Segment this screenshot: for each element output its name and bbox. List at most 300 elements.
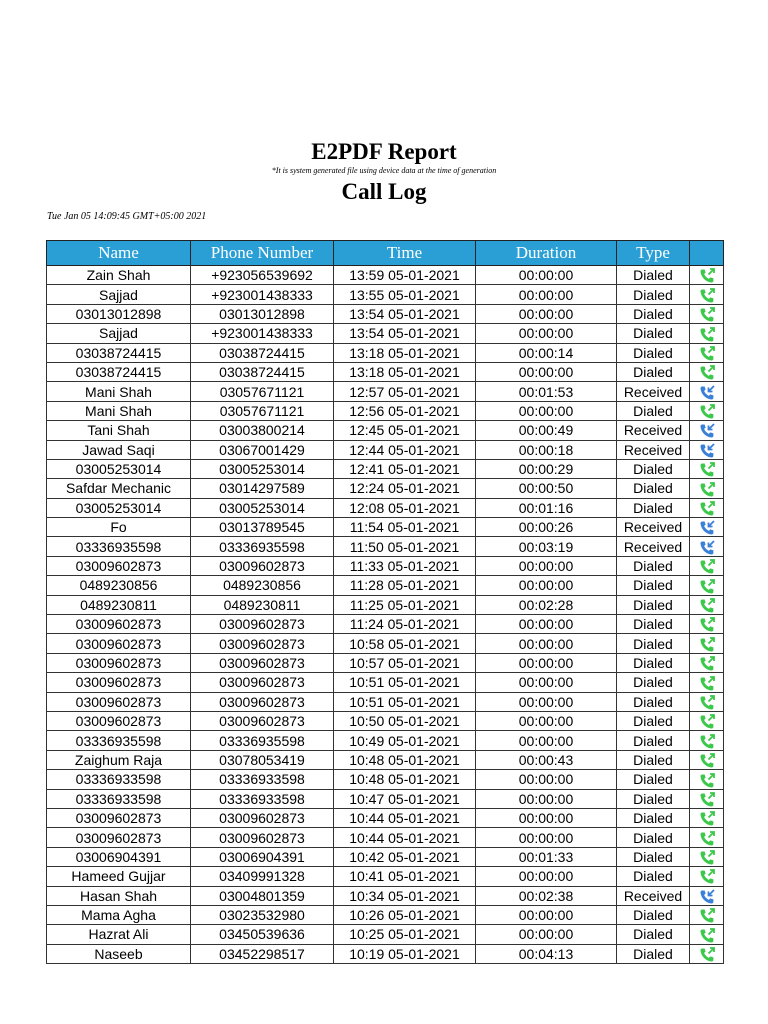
cell-duration: 00:00:00 bbox=[476, 266, 617, 285]
table-row bbox=[47, 653, 724, 672]
cell-type: Dialed bbox=[617, 944, 690, 963]
cell-type: Dialed bbox=[617, 692, 690, 711]
cell-call-icon bbox=[690, 518, 724, 537]
cell-time: 13:18 05-01-2021 bbox=[334, 343, 476, 362]
cell-call-icon bbox=[690, 556, 724, 575]
outgoing-call-icon bbox=[699, 307, 715, 323]
outgoing-call-icon bbox=[699, 850, 715, 866]
cell-call-icon bbox=[690, 731, 724, 750]
cell-name: 03006904391 bbox=[47, 847, 191, 866]
column-header-duration: Duration bbox=[476, 241, 617, 266]
cell-type: Dialed bbox=[617, 615, 690, 634]
table-row bbox=[47, 711, 724, 730]
outgoing-call-icon bbox=[699, 365, 715, 381]
outgoing-call-icon bbox=[699, 598, 715, 614]
cell-phone: 03009602873 bbox=[191, 692, 334, 711]
cell-name: Mani Shah bbox=[47, 401, 191, 420]
cell-duration: 00:00:00 bbox=[476, 867, 617, 886]
cell-name: 03009602873 bbox=[47, 808, 191, 827]
table-row bbox=[47, 867, 724, 886]
table-row bbox=[47, 905, 724, 924]
cell-name: 03336933598 bbox=[47, 770, 191, 789]
cell-phone: 03009602873 bbox=[191, 673, 334, 692]
cell-duration: 00:00:00 bbox=[476, 556, 617, 575]
cell-duration: 00:00:00 bbox=[476, 692, 617, 711]
cell-time: 10:50 05-01-2021 bbox=[334, 711, 476, 730]
cell-phone: 03038724415 bbox=[191, 362, 334, 381]
table-row bbox=[47, 731, 724, 750]
table-row bbox=[47, 324, 724, 343]
cell-time: 12:56 05-01-2021 bbox=[334, 401, 476, 420]
cell-phone: 03009602873 bbox=[191, 711, 334, 730]
table-row bbox=[47, 692, 724, 711]
cell-call-icon bbox=[690, 459, 724, 478]
cell-call-icon bbox=[690, 828, 724, 847]
call-log-body bbox=[47, 266, 724, 964]
cell-call-icon bbox=[690, 750, 724, 769]
cell-time: 13:54 05-01-2021 bbox=[334, 304, 476, 323]
cell-duration: 00:00:00 bbox=[476, 808, 617, 827]
cell-type: Dialed bbox=[617, 828, 690, 847]
cell-type: Dialed bbox=[617, 343, 690, 362]
cell-duration: 00:00:00 bbox=[476, 789, 617, 808]
cell-name: Jawad Saqi bbox=[47, 440, 191, 459]
cell-duration: 00:00:00 bbox=[476, 362, 617, 381]
cell-phone: 03009602873 bbox=[191, 556, 334, 575]
cell-phone: 0489230811 bbox=[191, 595, 334, 614]
cell-call-icon bbox=[690, 401, 724, 420]
cell-name: 03038724415 bbox=[47, 362, 191, 381]
cell-time: 10:49 05-01-2021 bbox=[334, 731, 476, 750]
cell-duration: 00:00:00 bbox=[476, 673, 617, 692]
table-row bbox=[47, 285, 724, 304]
cell-phone: 03057671121 bbox=[191, 382, 334, 401]
cell-phone: 03336933598 bbox=[191, 789, 334, 808]
cell-name: Safdar Mechanic bbox=[47, 479, 191, 498]
cell-phone: 03009602873 bbox=[191, 615, 334, 634]
cell-duration: 00:00:00 bbox=[476, 576, 617, 595]
outgoing-call-icon bbox=[699, 831, 715, 847]
cell-type: Dialed bbox=[617, 595, 690, 614]
table-row bbox=[47, 789, 724, 808]
cell-type: Dialed bbox=[617, 867, 690, 886]
cell-time: 12:44 05-01-2021 bbox=[334, 440, 476, 459]
cell-time: 11:33 05-01-2021 bbox=[334, 556, 476, 575]
cell-call-icon bbox=[690, 576, 724, 595]
cell-time: 10:44 05-01-2021 bbox=[334, 828, 476, 847]
cell-type: Dialed bbox=[617, 479, 690, 498]
cell-call-icon bbox=[690, 905, 724, 924]
column-header-type: Type bbox=[617, 241, 690, 266]
cell-call-icon bbox=[690, 421, 724, 440]
cell-name: 03009602873 bbox=[47, 692, 191, 711]
cell-duration: 00:01:33 bbox=[476, 847, 617, 866]
outgoing-call-icon bbox=[699, 404, 715, 420]
cell-call-icon bbox=[690, 440, 724, 459]
outgoing-call-icon bbox=[699, 773, 715, 789]
cell-type: Received bbox=[617, 886, 690, 905]
incoming-call-icon bbox=[699, 889, 715, 905]
cell-duration: 00:02:38 bbox=[476, 886, 617, 905]
outgoing-call-icon bbox=[699, 695, 715, 711]
cell-phone: 03005253014 bbox=[191, 459, 334, 478]
cell-duration: 00:00:00 bbox=[476, 925, 617, 944]
cell-name: Naseeb bbox=[47, 944, 191, 963]
cell-phone: 03057671121 bbox=[191, 401, 334, 420]
cell-call-icon bbox=[690, 479, 724, 498]
table-row bbox=[47, 498, 724, 517]
outgoing-call-icon bbox=[699, 811, 715, 827]
section-title: Call Log bbox=[341, 179, 427, 204]
cell-phone: 03078053419 bbox=[191, 750, 334, 769]
outgoing-call-icon bbox=[699, 714, 715, 730]
cell-type: Dialed bbox=[617, 285, 690, 304]
cell-call-icon bbox=[690, 886, 724, 905]
cell-phone: 03067001429 bbox=[191, 440, 334, 459]
cell-type: Dialed bbox=[617, 498, 690, 517]
cell-time: 11:28 05-01-2021 bbox=[334, 576, 476, 595]
cell-duration: 00:00:00 bbox=[476, 615, 617, 634]
table-row bbox=[47, 634, 724, 653]
cell-time: 13:59 05-01-2021 bbox=[334, 266, 476, 285]
incoming-call-icon bbox=[699, 385, 715, 401]
cell-phone: 03014297589 bbox=[191, 479, 334, 498]
cell-time: 10:58 05-01-2021 bbox=[334, 634, 476, 653]
cell-phone: 03009602873 bbox=[191, 653, 334, 672]
cell-duration: 00:00:00 bbox=[476, 324, 617, 343]
table-row bbox=[47, 421, 724, 440]
outgoing-call-icon bbox=[699, 617, 715, 633]
outgoing-call-icon bbox=[699, 579, 715, 595]
cell-duration: 00:00:00 bbox=[476, 653, 617, 672]
cell-name: 0489230856 bbox=[47, 576, 191, 595]
table-row bbox=[47, 615, 724, 634]
cell-type: Dialed bbox=[617, 770, 690, 789]
table-row bbox=[47, 847, 724, 866]
cell-phone: 03038724415 bbox=[191, 343, 334, 362]
cell-phone: 03336935598 bbox=[191, 537, 334, 556]
cell-duration: 00:00:00 bbox=[476, 770, 617, 789]
cell-phone: 03013012898 bbox=[191, 304, 334, 323]
cell-time: 10:44 05-01-2021 bbox=[334, 808, 476, 827]
cell-name: Mani Shah bbox=[47, 382, 191, 401]
table-row bbox=[47, 459, 724, 478]
cell-time: 10:57 05-01-2021 bbox=[334, 653, 476, 672]
cell-call-icon bbox=[690, 789, 724, 808]
cell-name: 03009602873 bbox=[47, 673, 191, 692]
cell-name: 03009602873 bbox=[47, 615, 191, 634]
outgoing-call-icon bbox=[699, 482, 715, 498]
cell-time: 10:42 05-01-2021 bbox=[334, 847, 476, 866]
table-row bbox=[47, 479, 724, 498]
cell-duration: 00:00:00 bbox=[476, 401, 617, 420]
cell-phone: 03004801359 bbox=[191, 886, 334, 905]
outgoing-call-icon bbox=[699, 656, 715, 672]
cell-call-icon bbox=[690, 285, 724, 304]
table-header-row bbox=[47, 241, 724, 266]
table-row bbox=[47, 266, 724, 285]
cell-call-icon bbox=[690, 867, 724, 886]
cell-type: Dialed bbox=[617, 731, 690, 750]
outgoing-call-icon bbox=[699, 327, 715, 343]
cell-type: Received bbox=[617, 537, 690, 556]
table-row bbox=[47, 673, 724, 692]
cell-type: Dialed bbox=[617, 324, 690, 343]
report-title: E2PDF Report bbox=[311, 139, 457, 164]
cell-duration: 00:00:26 bbox=[476, 518, 617, 537]
cell-phone: 03005253014 bbox=[191, 498, 334, 517]
table-row bbox=[47, 576, 724, 595]
cell-name: Zaighum Raja bbox=[47, 750, 191, 769]
cell-type: Received bbox=[617, 440, 690, 459]
cell-call-icon bbox=[690, 770, 724, 789]
outgoing-call-icon bbox=[699, 637, 715, 653]
cell-call-icon bbox=[690, 615, 724, 634]
cell-duration: 00:00:43 bbox=[476, 750, 617, 769]
cell-type: Dialed bbox=[617, 750, 690, 769]
table-row bbox=[47, 808, 724, 827]
cell-time: 10:26 05-01-2021 bbox=[334, 905, 476, 924]
call-log-table bbox=[46, 240, 724, 964]
outgoing-call-icon bbox=[699, 346, 715, 362]
cell-time: 12:08 05-01-2021 bbox=[334, 498, 476, 517]
cell-duration: 00:04:13 bbox=[476, 944, 617, 963]
cell-time: 11:50 05-01-2021 bbox=[334, 537, 476, 556]
outgoing-call-icon bbox=[699, 792, 715, 808]
cell-name: Hameed Gujjar bbox=[47, 867, 191, 886]
cell-time: 10:25 05-01-2021 bbox=[334, 925, 476, 944]
cell-time: 12:57 05-01-2021 bbox=[334, 382, 476, 401]
column-header-phone: Phone Number bbox=[191, 241, 334, 266]
cell-phone: 03336935598 bbox=[191, 731, 334, 750]
outgoing-call-icon bbox=[699, 676, 715, 692]
cell-time: 10:51 05-01-2021 bbox=[334, 692, 476, 711]
cell-type: Received bbox=[617, 518, 690, 537]
cell-name: Zain Shah bbox=[47, 266, 191, 285]
cell-phone: 03003800214 bbox=[191, 421, 334, 440]
outgoing-call-icon bbox=[699, 753, 715, 769]
cell-phone: +923001438333 bbox=[191, 324, 334, 343]
cell-duration: 00:01:16 bbox=[476, 498, 617, 517]
cell-time: 10:19 05-01-2021 bbox=[334, 944, 476, 963]
cell-duration: 00:00:00 bbox=[476, 731, 617, 750]
cell-call-icon bbox=[690, 324, 724, 343]
cell-phone: 03013789545 bbox=[191, 518, 334, 537]
cell-phone: 03009602873 bbox=[191, 808, 334, 827]
cell-call-icon bbox=[690, 634, 724, 653]
cell-duration: 00:00:29 bbox=[476, 459, 617, 478]
incoming-call-icon bbox=[699, 443, 715, 459]
cell-phone: 03006904391 bbox=[191, 847, 334, 866]
cell-type: Dialed bbox=[617, 556, 690, 575]
cell-name: 03013012898 bbox=[47, 304, 191, 323]
cell-name: Tani Shah bbox=[47, 421, 191, 440]
table-row bbox=[47, 537, 724, 556]
table-row bbox=[47, 556, 724, 575]
cell-name: 0489230811 bbox=[47, 595, 191, 614]
outgoing-call-icon bbox=[699, 869, 715, 885]
cell-call-icon bbox=[690, 537, 724, 556]
cell-time: 12:45 05-01-2021 bbox=[334, 421, 476, 440]
cell-name: 03009602873 bbox=[47, 634, 191, 653]
outgoing-call-icon bbox=[699, 268, 715, 284]
cell-call-icon bbox=[690, 498, 724, 517]
cell-name: Hasan Shah bbox=[47, 886, 191, 905]
cell-call-icon bbox=[690, 944, 724, 963]
table-row bbox=[47, 343, 724, 362]
cell-type: Dialed bbox=[617, 401, 690, 420]
cell-duration: 00:00:18 bbox=[476, 440, 617, 459]
table-row bbox=[47, 828, 724, 847]
cell-phone: 03409991328 bbox=[191, 867, 334, 886]
cell-time: 12:24 05-01-2021 bbox=[334, 479, 476, 498]
cell-call-icon bbox=[690, 343, 724, 362]
cell-duration: 00:00:00 bbox=[476, 634, 617, 653]
cell-phone: 03336933598 bbox=[191, 770, 334, 789]
column-header-icon bbox=[690, 241, 724, 266]
cell-duration: 00:00:14 bbox=[476, 343, 617, 362]
cell-name: 03005253014 bbox=[47, 498, 191, 517]
cell-type: Dialed bbox=[617, 459, 690, 478]
table-row bbox=[47, 770, 724, 789]
column-header-name: Name bbox=[47, 241, 191, 266]
table-row bbox=[47, 382, 724, 401]
outgoing-call-icon bbox=[699, 288, 715, 304]
cell-call-icon bbox=[690, 673, 724, 692]
cell-duration: 00:00:00 bbox=[476, 711, 617, 730]
cell-phone: +923056539692 bbox=[191, 266, 334, 285]
cell-time: 10:51 05-01-2021 bbox=[334, 673, 476, 692]
cell-phone: 03023532980 bbox=[191, 905, 334, 924]
cell-duration: 00:00:49 bbox=[476, 421, 617, 440]
cell-call-icon bbox=[690, 362, 724, 381]
cell-duration: 00:02:28 bbox=[476, 595, 617, 614]
cell-type: Dialed bbox=[617, 905, 690, 924]
cell-duration: 00:00:50 bbox=[476, 479, 617, 498]
cell-name: 03336935598 bbox=[47, 537, 191, 556]
cell-type: Dialed bbox=[617, 634, 690, 653]
cell-time: 10:48 05-01-2021 bbox=[334, 770, 476, 789]
cell-type: Dialed bbox=[617, 673, 690, 692]
cell-time: 11:24 05-01-2021 bbox=[334, 615, 476, 634]
outgoing-call-icon bbox=[699, 462, 715, 478]
cell-type: Dialed bbox=[617, 847, 690, 866]
cell-name: 03336933598 bbox=[47, 789, 191, 808]
cell-duration: 00:00:00 bbox=[476, 285, 617, 304]
cell-call-icon bbox=[690, 653, 724, 672]
outgoing-call-icon bbox=[699, 947, 715, 963]
cell-phone: 03452298517 bbox=[191, 944, 334, 963]
cell-name: Mama Agha bbox=[47, 905, 191, 924]
cell-call-icon bbox=[690, 808, 724, 827]
cell-type: Dialed bbox=[617, 711, 690, 730]
cell-name: Sajjad bbox=[47, 324, 191, 343]
incoming-call-icon bbox=[699, 520, 715, 536]
cell-name: 03038724415 bbox=[47, 343, 191, 362]
cell-time: 10:34 05-01-2021 bbox=[334, 886, 476, 905]
outgoing-call-icon bbox=[699, 501, 715, 517]
cell-name: Fo bbox=[47, 518, 191, 537]
cell-duration: 00:00:00 bbox=[476, 304, 617, 323]
table-row bbox=[47, 518, 724, 537]
table-row bbox=[47, 925, 724, 944]
cell-call-icon bbox=[690, 925, 724, 944]
table-row bbox=[47, 304, 724, 323]
cell-phone: +923001438333 bbox=[191, 285, 334, 304]
table-row bbox=[47, 440, 724, 459]
cell-phone: 03450539636 bbox=[191, 925, 334, 944]
cell-call-icon bbox=[690, 595, 724, 614]
cell-time: 10:47 05-01-2021 bbox=[334, 789, 476, 808]
cell-time: 13:18 05-01-2021 bbox=[334, 362, 476, 381]
outgoing-call-icon bbox=[699, 734, 715, 750]
outgoing-call-icon bbox=[699, 908, 715, 924]
cell-call-icon bbox=[690, 304, 724, 323]
cell-type: Received bbox=[617, 382, 690, 401]
column-header-time: Time bbox=[334, 241, 476, 266]
outgoing-call-icon bbox=[699, 559, 715, 575]
cell-phone: 03009602873 bbox=[191, 634, 334, 653]
generation-timestamp: Tue Jan 05 14:09:45 GMT+05:00 2021 bbox=[47, 211, 207, 222]
cell-name: 03336935598 bbox=[47, 731, 191, 750]
cell-type: Dialed bbox=[617, 808, 690, 827]
cell-type: Received bbox=[617, 421, 690, 440]
cell-type: Dialed bbox=[617, 576, 690, 595]
table-row bbox=[47, 944, 724, 963]
cell-phone: 03009602873 bbox=[191, 828, 334, 847]
cell-name: 03005253014 bbox=[47, 459, 191, 478]
cell-type: Dialed bbox=[617, 266, 690, 285]
cell-call-icon bbox=[690, 382, 724, 401]
cell-time: 12:41 05-01-2021 bbox=[334, 459, 476, 478]
cell-time: 11:54 05-01-2021 bbox=[334, 518, 476, 537]
cell-time: 10:41 05-01-2021 bbox=[334, 867, 476, 886]
cell-call-icon bbox=[690, 847, 724, 866]
cell-call-icon bbox=[690, 266, 724, 285]
outgoing-call-icon bbox=[699, 928, 715, 944]
cell-time: 13:54 05-01-2021 bbox=[334, 324, 476, 343]
cell-duration: 00:01:53 bbox=[476, 382, 617, 401]
cell-name: 03009602873 bbox=[47, 653, 191, 672]
incoming-call-icon bbox=[699, 540, 715, 556]
table-row bbox=[47, 750, 724, 769]
cell-phone: 0489230856 bbox=[191, 576, 334, 595]
cell-name: 03009602873 bbox=[47, 711, 191, 730]
cell-duration: 00:00:00 bbox=[476, 828, 617, 847]
cell-name: Sajjad bbox=[47, 285, 191, 304]
incoming-call-icon bbox=[699, 423, 715, 439]
cell-name: Hazrat Ali bbox=[47, 925, 191, 944]
cell-duration: 00:03:19 bbox=[476, 537, 617, 556]
cell-time: 13:55 05-01-2021 bbox=[334, 285, 476, 304]
cell-time: 11:25 05-01-2021 bbox=[334, 595, 476, 614]
table-row bbox=[47, 362, 724, 381]
cell-call-icon bbox=[690, 711, 724, 730]
cell-name: 03009602873 bbox=[47, 556, 191, 575]
cell-type: Dialed bbox=[617, 925, 690, 944]
cell-type: Dialed bbox=[617, 304, 690, 323]
table-row bbox=[47, 886, 724, 905]
cell-type: Dialed bbox=[617, 789, 690, 808]
cell-time: 10:48 05-01-2021 bbox=[334, 750, 476, 769]
cell-duration: 00:00:00 bbox=[476, 905, 617, 924]
cell-type: Dialed bbox=[617, 653, 690, 672]
table-row bbox=[47, 401, 724, 420]
report-note: *It is system generated file using device data at the time of generation bbox=[271, 166, 497, 175]
cell-call-icon bbox=[690, 692, 724, 711]
cell-type: Dialed bbox=[617, 362, 690, 381]
table-row bbox=[47, 595, 724, 614]
